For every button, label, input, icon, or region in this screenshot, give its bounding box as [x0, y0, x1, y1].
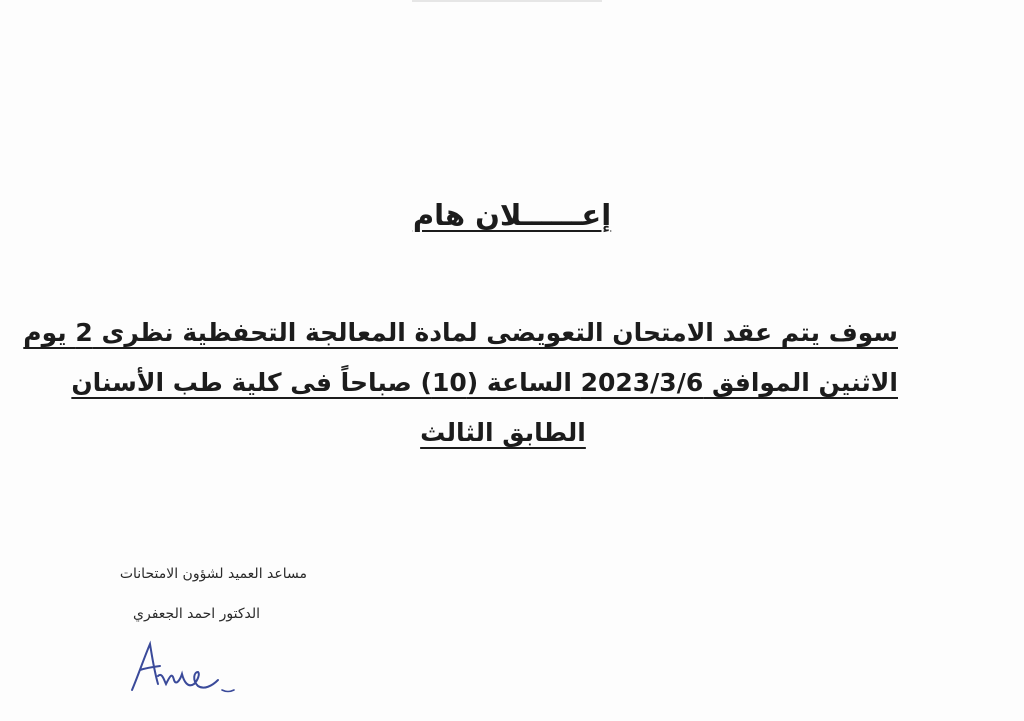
announcement-body: [23, 308, 898, 458]
announcement-line-1-text: سوف يتم عقد الامتحان التعويضى لمادة المعالجة التحفظية نظرى 2 يوم: [23, 318, 898, 347]
scan-artifact: [412, 0, 602, 2]
handwritten-signature: [128, 636, 238, 698]
announcement-line-2: [71, 358, 898, 408]
announcement-title: إعــــــلان هام: [412, 198, 612, 232]
signatory-name: الدكتور احمد الجعفري: [133, 606, 260, 622]
signatory-role: مساعد العميد لشؤون الامتحانات: [119, 566, 307, 582]
announcement-line-3-text: الطابق الثالث: [420, 418, 586, 447]
announcement-line-3: [108, 408, 898, 458]
announcement-line-1: [23, 308, 898, 358]
announcement-line-2-text: الاثنين الموافق 2023/3/6 الساعة (10) صباحاً فى كلية طب الأسنان: [71, 368, 898, 397]
